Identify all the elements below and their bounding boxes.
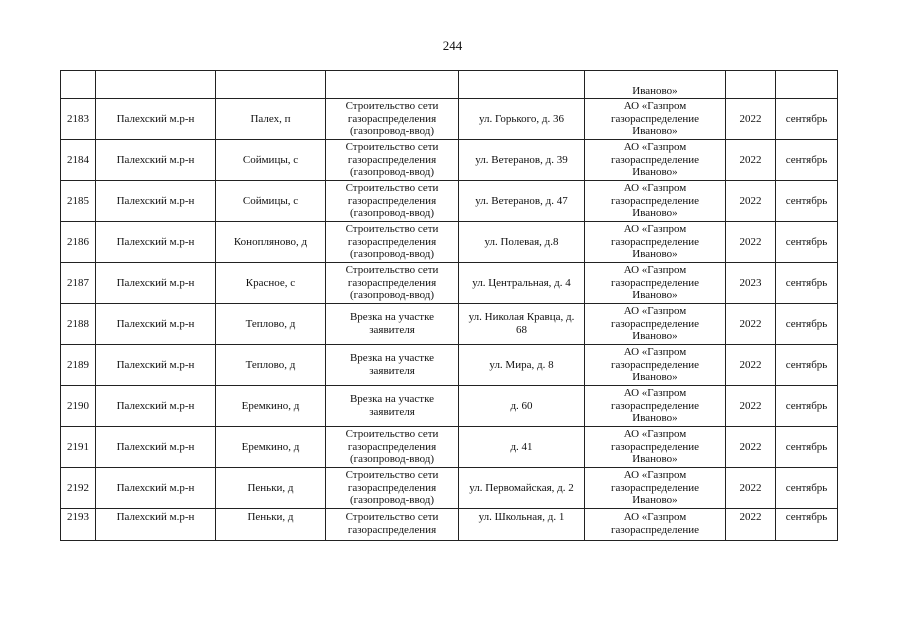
cell-settlement bbox=[216, 468, 326, 509]
cell-month bbox=[776, 181, 838, 222]
cell-organization bbox=[585, 304, 726, 345]
table-row bbox=[61, 345, 838, 386]
cell-month bbox=[776, 386, 838, 427]
data-table bbox=[60, 70, 838, 541]
table-row bbox=[61, 386, 838, 427]
table-row bbox=[61, 468, 838, 509]
cell-year bbox=[726, 345, 776, 386]
cell-text: Строительство сети газораспределения (газопровод-ввод) bbox=[345, 469, 439, 507]
cell-work-type bbox=[326, 140, 459, 181]
cell-text: 2186 bbox=[67, 235, 89, 248]
cell-settlement bbox=[216, 71, 326, 99]
cell-address bbox=[459, 71, 585, 99]
cell-settlement bbox=[216, 386, 326, 427]
cell-text: 2184 bbox=[67, 153, 89, 166]
cell-organization bbox=[585, 99, 726, 140]
cell-year bbox=[726, 509, 776, 541]
cell-text: ул. Школьная, д. 1 bbox=[478, 511, 565, 523]
cell-text: сентябрь bbox=[785, 153, 828, 166]
cell-text: 2022 bbox=[739, 317, 762, 330]
cell-text: АО «Газпром газораспределение Иваново» bbox=[610, 346, 700, 384]
cell-text: Палехский м.р-н bbox=[116, 235, 195, 248]
cell-row-number bbox=[61, 222, 96, 263]
cell-work-type bbox=[326, 427, 459, 468]
cell-text: Палехский м.р-н bbox=[116, 153, 195, 166]
cell-text: сентябрь bbox=[785, 511, 828, 523]
cell-settlement bbox=[216, 427, 326, 468]
cell-organization bbox=[585, 427, 726, 468]
cell-year bbox=[726, 304, 776, 345]
cell-settlement bbox=[216, 304, 326, 345]
cell-address bbox=[459, 222, 585, 263]
cell-text bbox=[61, 71, 95, 98]
cell-row-number bbox=[61, 386, 96, 427]
cell-text: Строительство сети газораспределения (газопровод-ввод) bbox=[345, 223, 439, 261]
cell-district bbox=[96, 99, 216, 140]
cell-row-number bbox=[61, 71, 96, 99]
cell-text: сентябрь bbox=[785, 317, 828, 330]
cell-district bbox=[96, 263, 216, 304]
cell-district bbox=[96, 181, 216, 222]
cell-text: Пеньки, д bbox=[247, 481, 294, 494]
cell-text: сентябрь bbox=[785, 358, 828, 371]
cell-text: Строительство сети газораспределения (газопровод-ввод) bbox=[345, 428, 439, 466]
cell-settlement bbox=[216, 345, 326, 386]
cell-text: Палехский м.р-н bbox=[116, 276, 195, 289]
cell-address bbox=[459, 427, 585, 468]
cell-address bbox=[459, 468, 585, 509]
cell-settlement bbox=[216, 99, 326, 140]
cell-text: ул. Полевая, д.8 bbox=[484, 235, 559, 248]
table-row bbox=[61, 263, 838, 304]
cell-text: ул. Первомайская, д. 2 bbox=[469, 481, 574, 494]
cell-address bbox=[459, 509, 585, 541]
cell-district bbox=[96, 140, 216, 181]
cell-text: АО «Газпром газораспределение Иваново» bbox=[610, 182, 700, 220]
cell-text: ул. Горького, д. 36 bbox=[478, 112, 565, 125]
cell-text: Строительство сети газораспределения bbox=[345, 511, 439, 536]
table-row bbox=[61, 427, 838, 468]
cell-row-number bbox=[61, 99, 96, 140]
cell-text: 2022 bbox=[739, 358, 762, 371]
cell-text: Теплово, д bbox=[245, 358, 296, 371]
cell-year bbox=[726, 140, 776, 181]
cell-text: 2191 bbox=[67, 440, 89, 453]
cell-text: 2022 bbox=[739, 112, 762, 125]
cell-work-type bbox=[326, 99, 459, 140]
cell-text: Врезка на участке заявителя bbox=[349, 311, 435, 336]
cell-text: 2189 bbox=[67, 358, 89, 371]
cell-organization bbox=[585, 181, 726, 222]
table-row bbox=[61, 99, 838, 140]
cell-address bbox=[459, 181, 585, 222]
cell-text: Еремкино, д bbox=[241, 440, 300, 453]
cell-year bbox=[726, 99, 776, 140]
cell-district bbox=[96, 222, 216, 263]
cell-settlement bbox=[216, 222, 326, 263]
cell-work-type bbox=[326, 304, 459, 345]
cell-text: АО «Газпром газораспределение Иваново» bbox=[610, 100, 700, 138]
cell-month bbox=[776, 304, 838, 345]
cell-text: сентябрь bbox=[785, 481, 828, 494]
cell-month bbox=[776, 345, 838, 386]
cell-organization bbox=[585, 509, 726, 541]
cell-text: Иваново» bbox=[632, 85, 678, 98]
cell-district bbox=[96, 468, 216, 509]
cell-text: 2192 bbox=[67, 481, 89, 494]
cell-text: Палех, п bbox=[250, 112, 291, 125]
cell-work-type bbox=[326, 468, 459, 509]
cell-text: сентябрь bbox=[785, 276, 828, 289]
cell-text: Соймицы, с bbox=[242, 194, 299, 207]
cell-row-number bbox=[61, 468, 96, 509]
cell-text: Пеньки, д bbox=[247, 511, 294, 523]
cell-text: 2022 bbox=[739, 440, 762, 453]
cell-row-number bbox=[61, 181, 96, 222]
cell-year bbox=[726, 427, 776, 468]
cell-text: ул. Центральная, д. 4 bbox=[472, 276, 571, 289]
page-number: 244 bbox=[442, 38, 463, 53]
cell-text: ул. Ветеранов, д. 39 bbox=[475, 153, 568, 166]
cell-text bbox=[96, 71, 215, 98]
cell-text: 2022 bbox=[739, 153, 762, 166]
cell-address bbox=[459, 345, 585, 386]
cell-district bbox=[96, 71, 216, 99]
cell-text: 2023 bbox=[739, 276, 762, 289]
cell-text: Красное, с bbox=[245, 276, 296, 289]
cell-organization bbox=[585, 263, 726, 304]
cell-text bbox=[459, 71, 584, 98]
cell-text: 2022 bbox=[739, 511, 762, 523]
cell-text: Палехский м.р-н bbox=[116, 317, 195, 330]
table-row bbox=[61, 181, 838, 222]
cell-text: сентябрь bbox=[785, 112, 828, 125]
cell-month bbox=[776, 263, 838, 304]
cell-text: АО «Газпром газораспределение Иваново» bbox=[610, 428, 700, 466]
cell-text: Теплово, д bbox=[245, 317, 296, 330]
cell-text: Палехский м.р-н bbox=[116, 440, 195, 453]
cell-text: сентябрь bbox=[785, 235, 828, 248]
cell-organization bbox=[585, 468, 726, 509]
cell-text: 2022 bbox=[739, 194, 762, 207]
cell-text bbox=[776, 71, 837, 98]
cell-year bbox=[726, 181, 776, 222]
cell-row-number bbox=[61, 509, 96, 541]
cell-text: АО «Газпром газораспределение Иваново» bbox=[610, 469, 700, 507]
cell-text: Еремкино, д bbox=[241, 399, 300, 412]
cell-text bbox=[216, 71, 325, 98]
cell-text: 2193 bbox=[67, 511, 89, 523]
cell-work-type bbox=[326, 222, 459, 263]
cell-text: ул. Ветеранов, д. 47 bbox=[475, 194, 568, 207]
cell-settlement bbox=[216, 509, 326, 541]
cell-text: 2188 bbox=[67, 317, 89, 330]
cell-district bbox=[96, 509, 216, 541]
cell-month bbox=[776, 427, 838, 468]
cell-text: д. 60 bbox=[510, 399, 533, 412]
cell-year bbox=[726, 222, 776, 263]
cell-text: Строительство сети газораспределения (газопровод-ввод) bbox=[345, 100, 439, 138]
cell-year bbox=[726, 263, 776, 304]
cell-district bbox=[96, 427, 216, 468]
cell-text: АО «Газпром газораспределение Иваново» bbox=[610, 141, 700, 179]
cell-settlement bbox=[216, 181, 326, 222]
cell-text: сентябрь bbox=[785, 440, 828, 453]
cell-address bbox=[459, 99, 585, 140]
cell-text: Врезка на участке заявителя bbox=[349, 352, 435, 377]
table-row bbox=[61, 509, 838, 541]
cell-text bbox=[726, 71, 775, 98]
cell-work-type bbox=[326, 386, 459, 427]
cell-text: сентябрь bbox=[785, 194, 828, 207]
cell-settlement bbox=[216, 140, 326, 181]
cell-row-number bbox=[61, 140, 96, 181]
cell-work-type bbox=[326, 181, 459, 222]
cell-district bbox=[96, 345, 216, 386]
cell-text: АО «Газпром газораспределение Иваново» bbox=[610, 387, 700, 425]
cell-address bbox=[459, 140, 585, 181]
cell-text: Врезка на участке заявителя bbox=[349, 393, 435, 418]
table-row bbox=[61, 304, 838, 345]
cell-text: 2183 bbox=[67, 112, 89, 125]
cell-text: 2185 bbox=[67, 194, 89, 207]
table-row bbox=[61, 222, 838, 263]
cell-text: Строительство сети газораспределения (газопровод-ввод) bbox=[345, 264, 439, 302]
cell-row-number bbox=[61, 345, 96, 386]
cell-organization bbox=[585, 345, 726, 386]
cell-text: ул. Мира, д. 8 bbox=[489, 358, 554, 371]
cell-work-type bbox=[326, 71, 459, 99]
cell-district bbox=[96, 386, 216, 427]
cell-month bbox=[776, 468, 838, 509]
cell-text: АО «Газпром газораспределение Иваново» bbox=[610, 305, 700, 343]
cell-year bbox=[726, 71, 776, 99]
cell-text: ул. Николая Кравца, д. 68 bbox=[468, 311, 575, 336]
cell-address bbox=[459, 304, 585, 345]
cell-district bbox=[96, 304, 216, 345]
cell-row-number bbox=[61, 263, 96, 304]
cell-text: Коноплянoво, д bbox=[233, 235, 308, 248]
cell-text: АО «Газпром газораспределение Иваново» bbox=[610, 223, 700, 261]
cell-organization bbox=[585, 222, 726, 263]
cell-settlement bbox=[216, 263, 326, 304]
cell-row-number bbox=[61, 304, 96, 345]
cell-text: 2022 bbox=[739, 399, 762, 412]
cell-text: Палехский м.р-н bbox=[116, 481, 195, 494]
cell-month bbox=[776, 222, 838, 263]
cell-text: Строительство сети газораспределения (газопровод-ввод) bbox=[345, 141, 439, 179]
cell-text bbox=[326, 71, 458, 98]
cell-year bbox=[726, 386, 776, 427]
cell-text: Палехский м.р-н bbox=[116, 358, 195, 371]
cell-month bbox=[776, 140, 838, 181]
cell-address bbox=[459, 263, 585, 304]
cell-organization bbox=[585, 386, 726, 427]
cell-text: 2190 bbox=[67, 399, 89, 412]
table-row bbox=[61, 140, 838, 181]
cell-text: АО «Газпром газораспределение Иваново» bbox=[610, 264, 700, 302]
cell-month bbox=[776, 509, 838, 541]
cell-work-type bbox=[326, 263, 459, 304]
cell-text: Палехский м.р-н bbox=[116, 194, 195, 207]
cell-text: 2022 bbox=[739, 235, 762, 248]
cell-text: АО «Газпром газораспределение bbox=[610, 511, 700, 536]
cell-work-type bbox=[326, 345, 459, 386]
cell-text: д. 41 bbox=[510, 440, 533, 453]
cell-work-type bbox=[326, 509, 459, 541]
cell-row-number bbox=[61, 427, 96, 468]
cell-text: Палехский м.р-н bbox=[116, 112, 195, 125]
cell-text: Палехский м.р-н bbox=[116, 511, 195, 523]
cell-text: Строительство сети газораспределения (газопровод-ввод) bbox=[345, 182, 439, 220]
cell-organization bbox=[585, 71, 726, 99]
cell-text: 2022 bbox=[739, 481, 762, 494]
cell-month bbox=[776, 99, 838, 140]
cell-text: 2187 bbox=[67, 276, 89, 289]
cell-text: Палехский м.р-н bbox=[116, 399, 195, 412]
cell-month bbox=[776, 71, 838, 99]
table-row bbox=[61, 71, 838, 99]
cell-organization bbox=[585, 140, 726, 181]
cell-address bbox=[459, 386, 585, 427]
cell-year bbox=[726, 468, 776, 509]
cell-text: Соймицы, с bbox=[242, 153, 299, 166]
cell-text: сентябрь bbox=[785, 399, 828, 412]
